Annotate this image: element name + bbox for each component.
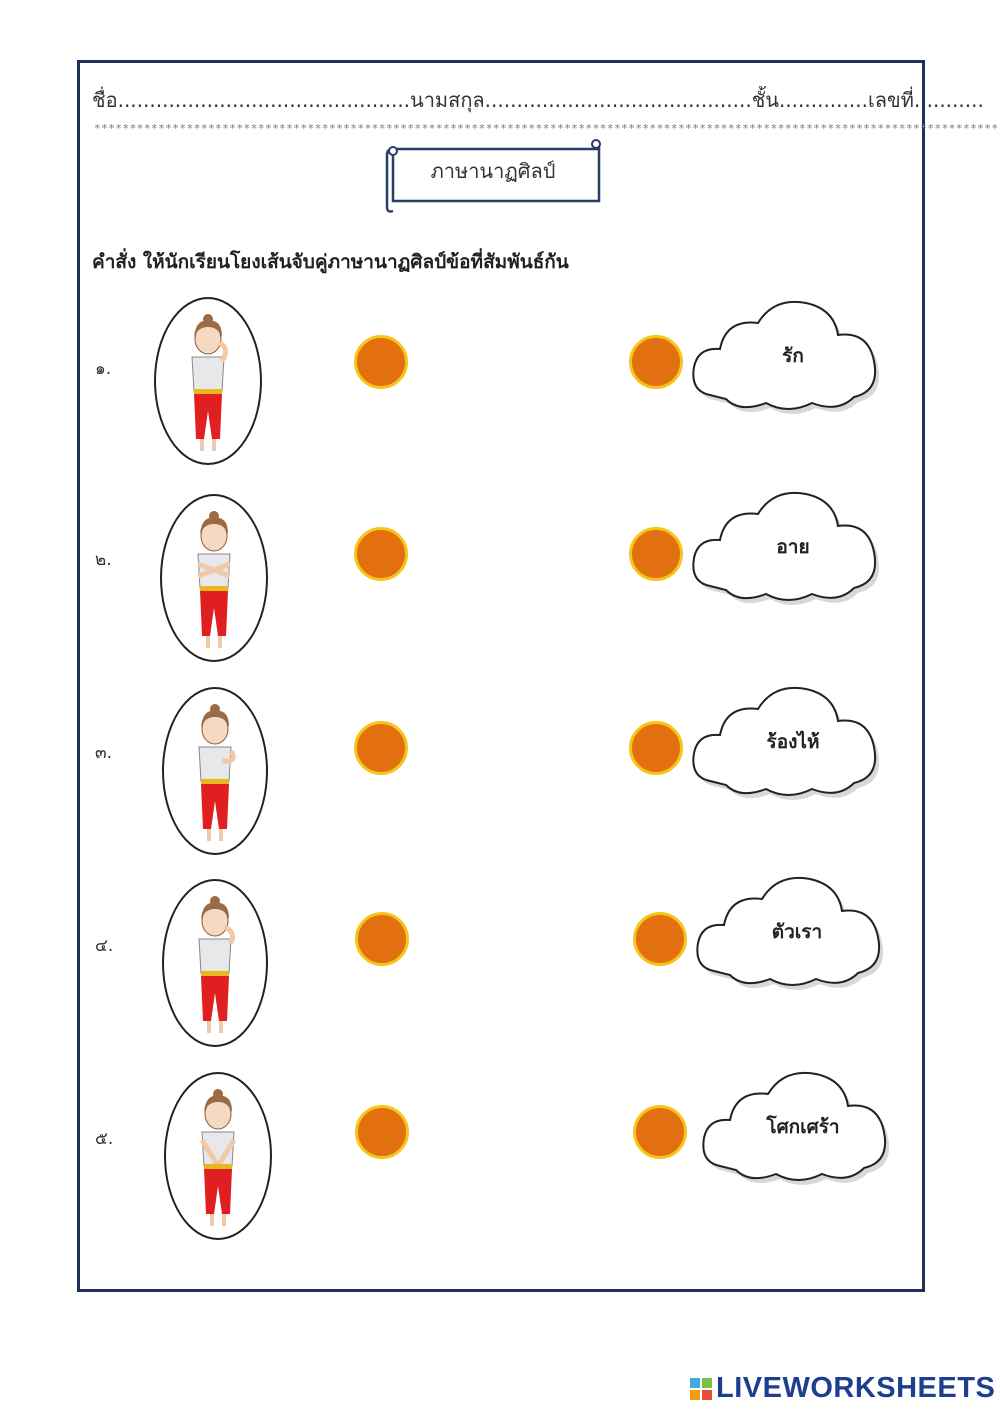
match-dot-left[interactable] xyxy=(354,335,408,389)
dancer-figure-icon xyxy=(164,881,266,1045)
word-label: รัก xyxy=(782,345,804,367)
match-row-4 xyxy=(0,877,1000,1067)
match-row-1 xyxy=(0,295,1000,485)
item-number: ๕. xyxy=(95,1129,114,1149)
title-scroll-banner xyxy=(383,137,605,213)
dancer-figure-icon xyxy=(164,689,266,853)
match-dot-left[interactable] xyxy=(354,721,408,775)
item-number: ๔. xyxy=(95,936,114,956)
dancer-figure-icon xyxy=(156,299,260,463)
word-cloud xyxy=(698,1062,898,1192)
match-row-2 xyxy=(0,488,1000,678)
item-number: ๓. xyxy=(95,743,113,763)
item-number: ๒. xyxy=(95,550,112,570)
match-dot-right[interactable] xyxy=(629,527,683,581)
match-dot-right[interactable] xyxy=(629,335,683,389)
word-cloud xyxy=(688,482,888,612)
match-dot-right[interactable] xyxy=(633,912,687,966)
dancer-image xyxy=(162,879,268,1047)
match-row-5 xyxy=(0,1070,1000,1260)
student-info-line: ชื่อ..............................................นามสกุล..........................................ชั้น..............เลขที่........... xyxy=(92,88,984,112)
dancer-image xyxy=(162,687,268,855)
word-label: โศกเศร้า xyxy=(766,1116,840,1138)
dancer-figure-icon xyxy=(162,496,266,660)
match-dot-left[interactable] xyxy=(354,527,408,581)
word-label: อาย xyxy=(776,536,810,558)
match-dot-left[interactable] xyxy=(355,1105,409,1159)
dancer-image xyxy=(154,297,262,465)
item-number: ๑. xyxy=(95,359,112,379)
divider-stars: ******************************************************************************************************************************* xyxy=(94,122,999,135)
dancer-image xyxy=(160,494,268,662)
logo-text: LIVEWORKSHEETS xyxy=(716,1372,996,1404)
match-dot-right[interactable] xyxy=(629,721,683,775)
match-dot-left[interactable] xyxy=(355,912,409,966)
worksheet-title: ภาษานาฏศิลป์ xyxy=(430,159,556,183)
dancer-figure-icon xyxy=(166,1074,270,1238)
word-cloud xyxy=(688,291,888,421)
word-label: ตัวเรา xyxy=(771,921,823,943)
liveworksheets-logo xyxy=(690,1372,996,1406)
match-row-3 xyxy=(0,683,1000,873)
match-dot-right[interactable] xyxy=(633,1105,687,1159)
logo-icon xyxy=(690,1378,712,1400)
word-cloud xyxy=(688,677,888,807)
instruction-text: คำสั่ง ให้นักเรียนโยงเส้นจับคู่ภาษานาฏศิลป์ข้อที่สัมพันธ์กัน xyxy=(92,251,569,273)
word-cloud xyxy=(692,867,892,997)
dancer-image xyxy=(164,1072,272,1240)
word-label: ร้องไห้ xyxy=(766,731,820,753)
